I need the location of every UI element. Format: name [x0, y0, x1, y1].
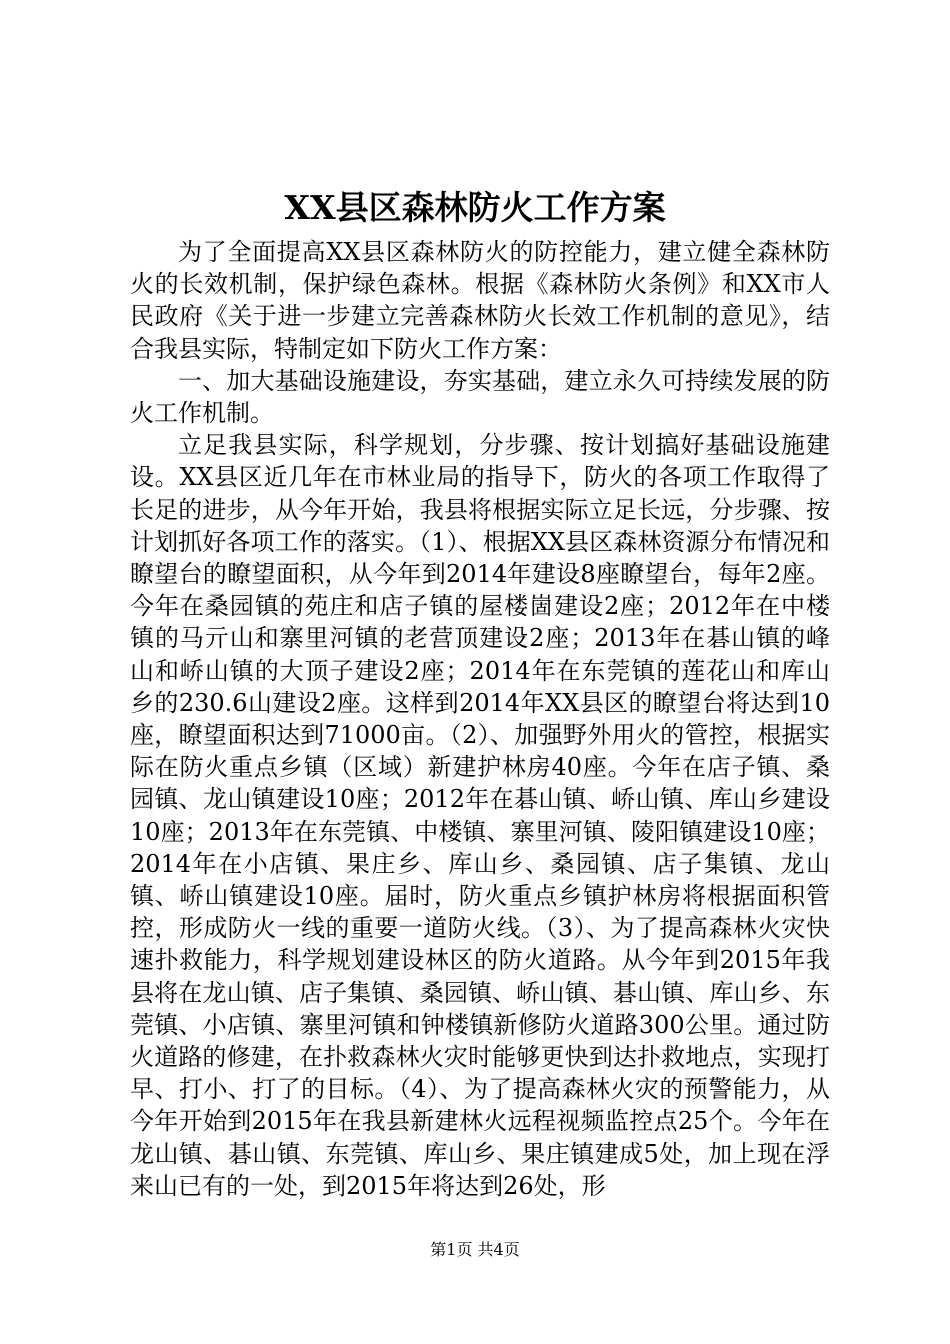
document-title: XX县区森林防火工作方案 — [284, 188, 666, 227]
document-body — [130, 236, 830, 1202]
page-footer: 第1页 共4页 — [430, 1240, 520, 1259]
paragraph-section-1-heading: 一、加大基础设施建设，夯实基础，建立永久可持续发展的防火工作机制。 — [130, 366, 830, 428]
paragraph-intro: 为了全面提高XX县区森林防火的防控能力，建立健全森林防火的长效机制，保护绿色森林。根据《森林防火条例》和XX市人民政府《关于进一步建立完善森林防火长效工作机制的意见》，结合我县实际，特制定如下防火工作方案： — [130, 238, 830, 363]
paragraph-section-1-body: 立足我县实际，科学规划，分步骤、按计划搞好基础设施建设。XX县区近几年在市林业局的指导下，防火的各项工作取得了长足的进步，从今年开始，我县将根据实际立足长远，分步骤、按计划抓好各项工作的落实。（1）、根据XX县区森林资源分布情况和瞭望台的瞭望面积，从今年到2014年建设8座瞭望台，每年2座。今年在桑园镇的苑庄和店子镇的屋楼崮建设2座；2012年在中楼镇的马亓山和寨里河镇的老营顶建设2座；2013年在碁山镇的峰山和峤山镇的大顶子建设2座；2014年在东莞镇的莲花山和库山乡的230.6山建设2座。这样到2014年XX县区的瞭望台将达到10座，瞭望面积达到71000亩。（2）、加强野外用火的管控，根据实际在防火重点乡镇（区域）新建护林房40座。今年在店子镇、桑园镇、龙山镇建设10座；2012年在碁山镇、峤山镇、库山乡建设10座；2013年在东莞镇、中楼镇、寨里河镇、陵阳镇建设10座；2014年在小店镇、果庄乡、库山乡、桑园镇、店子集镇、龙山镇、峤山镇建设10座。届时，防火重点乡镇护林房将根据面积管控，形成防火一线的重要一道防火线。（3）、为了提高森林火灾快速扑救能力，科学规划建设林区的防火道路。从今年到2015年我县将在龙山镇、店子集镇、桑园镇、峤山镇、碁山镇、库山乡、东莞镇、小店镇、寨里河镇和钟楼镇新修防火道路300公里。通过防火道路的修建，在扑救森林火灾时能够更快到达扑救地点，实现打早、打小、打了的目标。（4）、为了提高森林火灾的预警能力，从今年开始到2015年在我县新建林火远程视频监控点25个。今年在龙山镇、碁山镇、东莞镇、库山乡、果庄镇建成5处，加上现在浮来山已有的一处，到2015年将达到26处，形 — [130, 431, 830, 1200]
